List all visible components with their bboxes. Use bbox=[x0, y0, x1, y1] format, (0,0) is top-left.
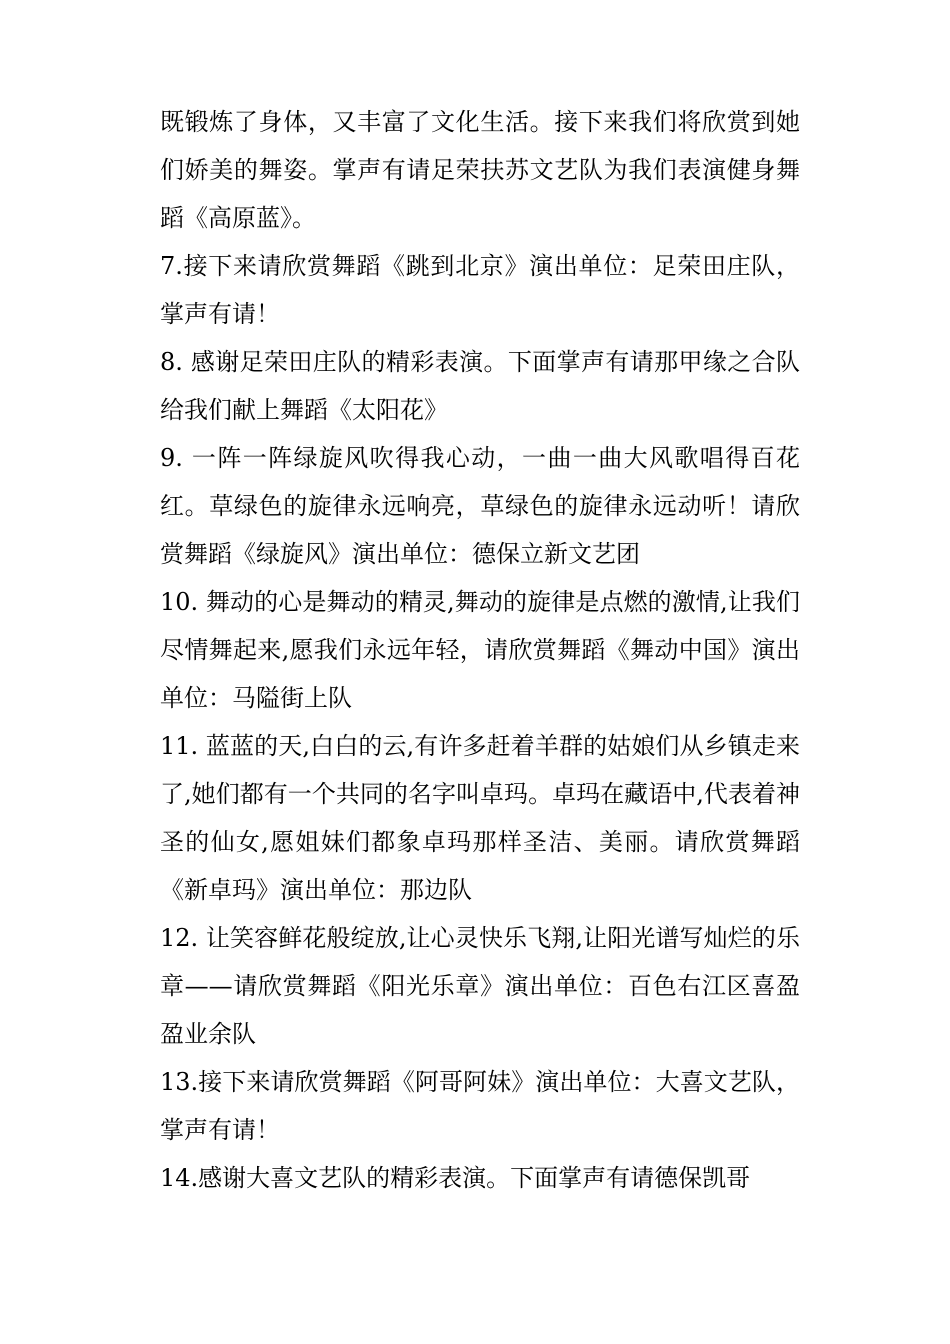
document-page bbox=[160, 98, 800, 1202]
paragraph-item-10: 10. 舞动的心是舞动的精灵,舞动的旋律是点燃的激情,让我们尽情舞起来,愿我们永远年轻，请欣赏舞蹈《舞动中国》演出单位：马隘街上队 bbox=[160, 588, 800, 712]
paragraph-item-9: 9. 一阵一阵绿旋风吹得我心动，一曲一曲大风歌唱得百花红。草绿色的旋律永远响亮，草绿色的旋律永远动听！请欣赏舞蹈《绿旋风》演出单位：德保立新文艺团 bbox=[160, 444, 800, 568]
paragraph-intro-continued: 既锻炼了身体，又丰富了文化生活。接下来我们将欣赏到她们娇美的舞姿。掌声有请足荣扶苏文艺队为我们表演健身舞蹈《高原蓝》。 bbox=[160, 108, 800, 232]
paragraph-item-13: 13.接下来请欣赏舞蹈《阿哥阿妹》演出单位：大喜文艺队，掌声有请！ bbox=[160, 1068, 800, 1144]
paragraph-item-11: 11. 蓝蓝的天,白白的云,有许多赶着羊群的姑娘们从乡镇走来了,她们都有一个共同的名字叫卓玛。卓玛在藏语中,代表着神圣的仙女,愿姐妹们都象卓玛那样圣洁、美丽。请欣赏舞蹈《新卓玛》演出单位：那边队 bbox=[160, 732, 800, 904]
paragraph-item-14: 14.感谢大喜文艺队的精彩表演。下面掌声有请德保凯哥 bbox=[160, 1164, 751, 1192]
paragraph-item-12: 12. 让笑容鲜花般绽放,让心灵快乐飞翔,让阳光谱写灿烂的乐章——请欣赏舞蹈《阳光乐章》演出单位：百色右江区喜盈盈业余队 bbox=[160, 924, 800, 1048]
paragraph-item-8: 8. 感谢足荣田庄队的精彩表演。下面掌声有请那甲缘之合队给我们献上舞蹈《太阳花》 bbox=[160, 348, 800, 424]
paragraph-item-7: 7.接下来请欣赏舞蹈《跳到北京》演出单位：足荣田庄队，掌声有请！ bbox=[160, 252, 800, 328]
